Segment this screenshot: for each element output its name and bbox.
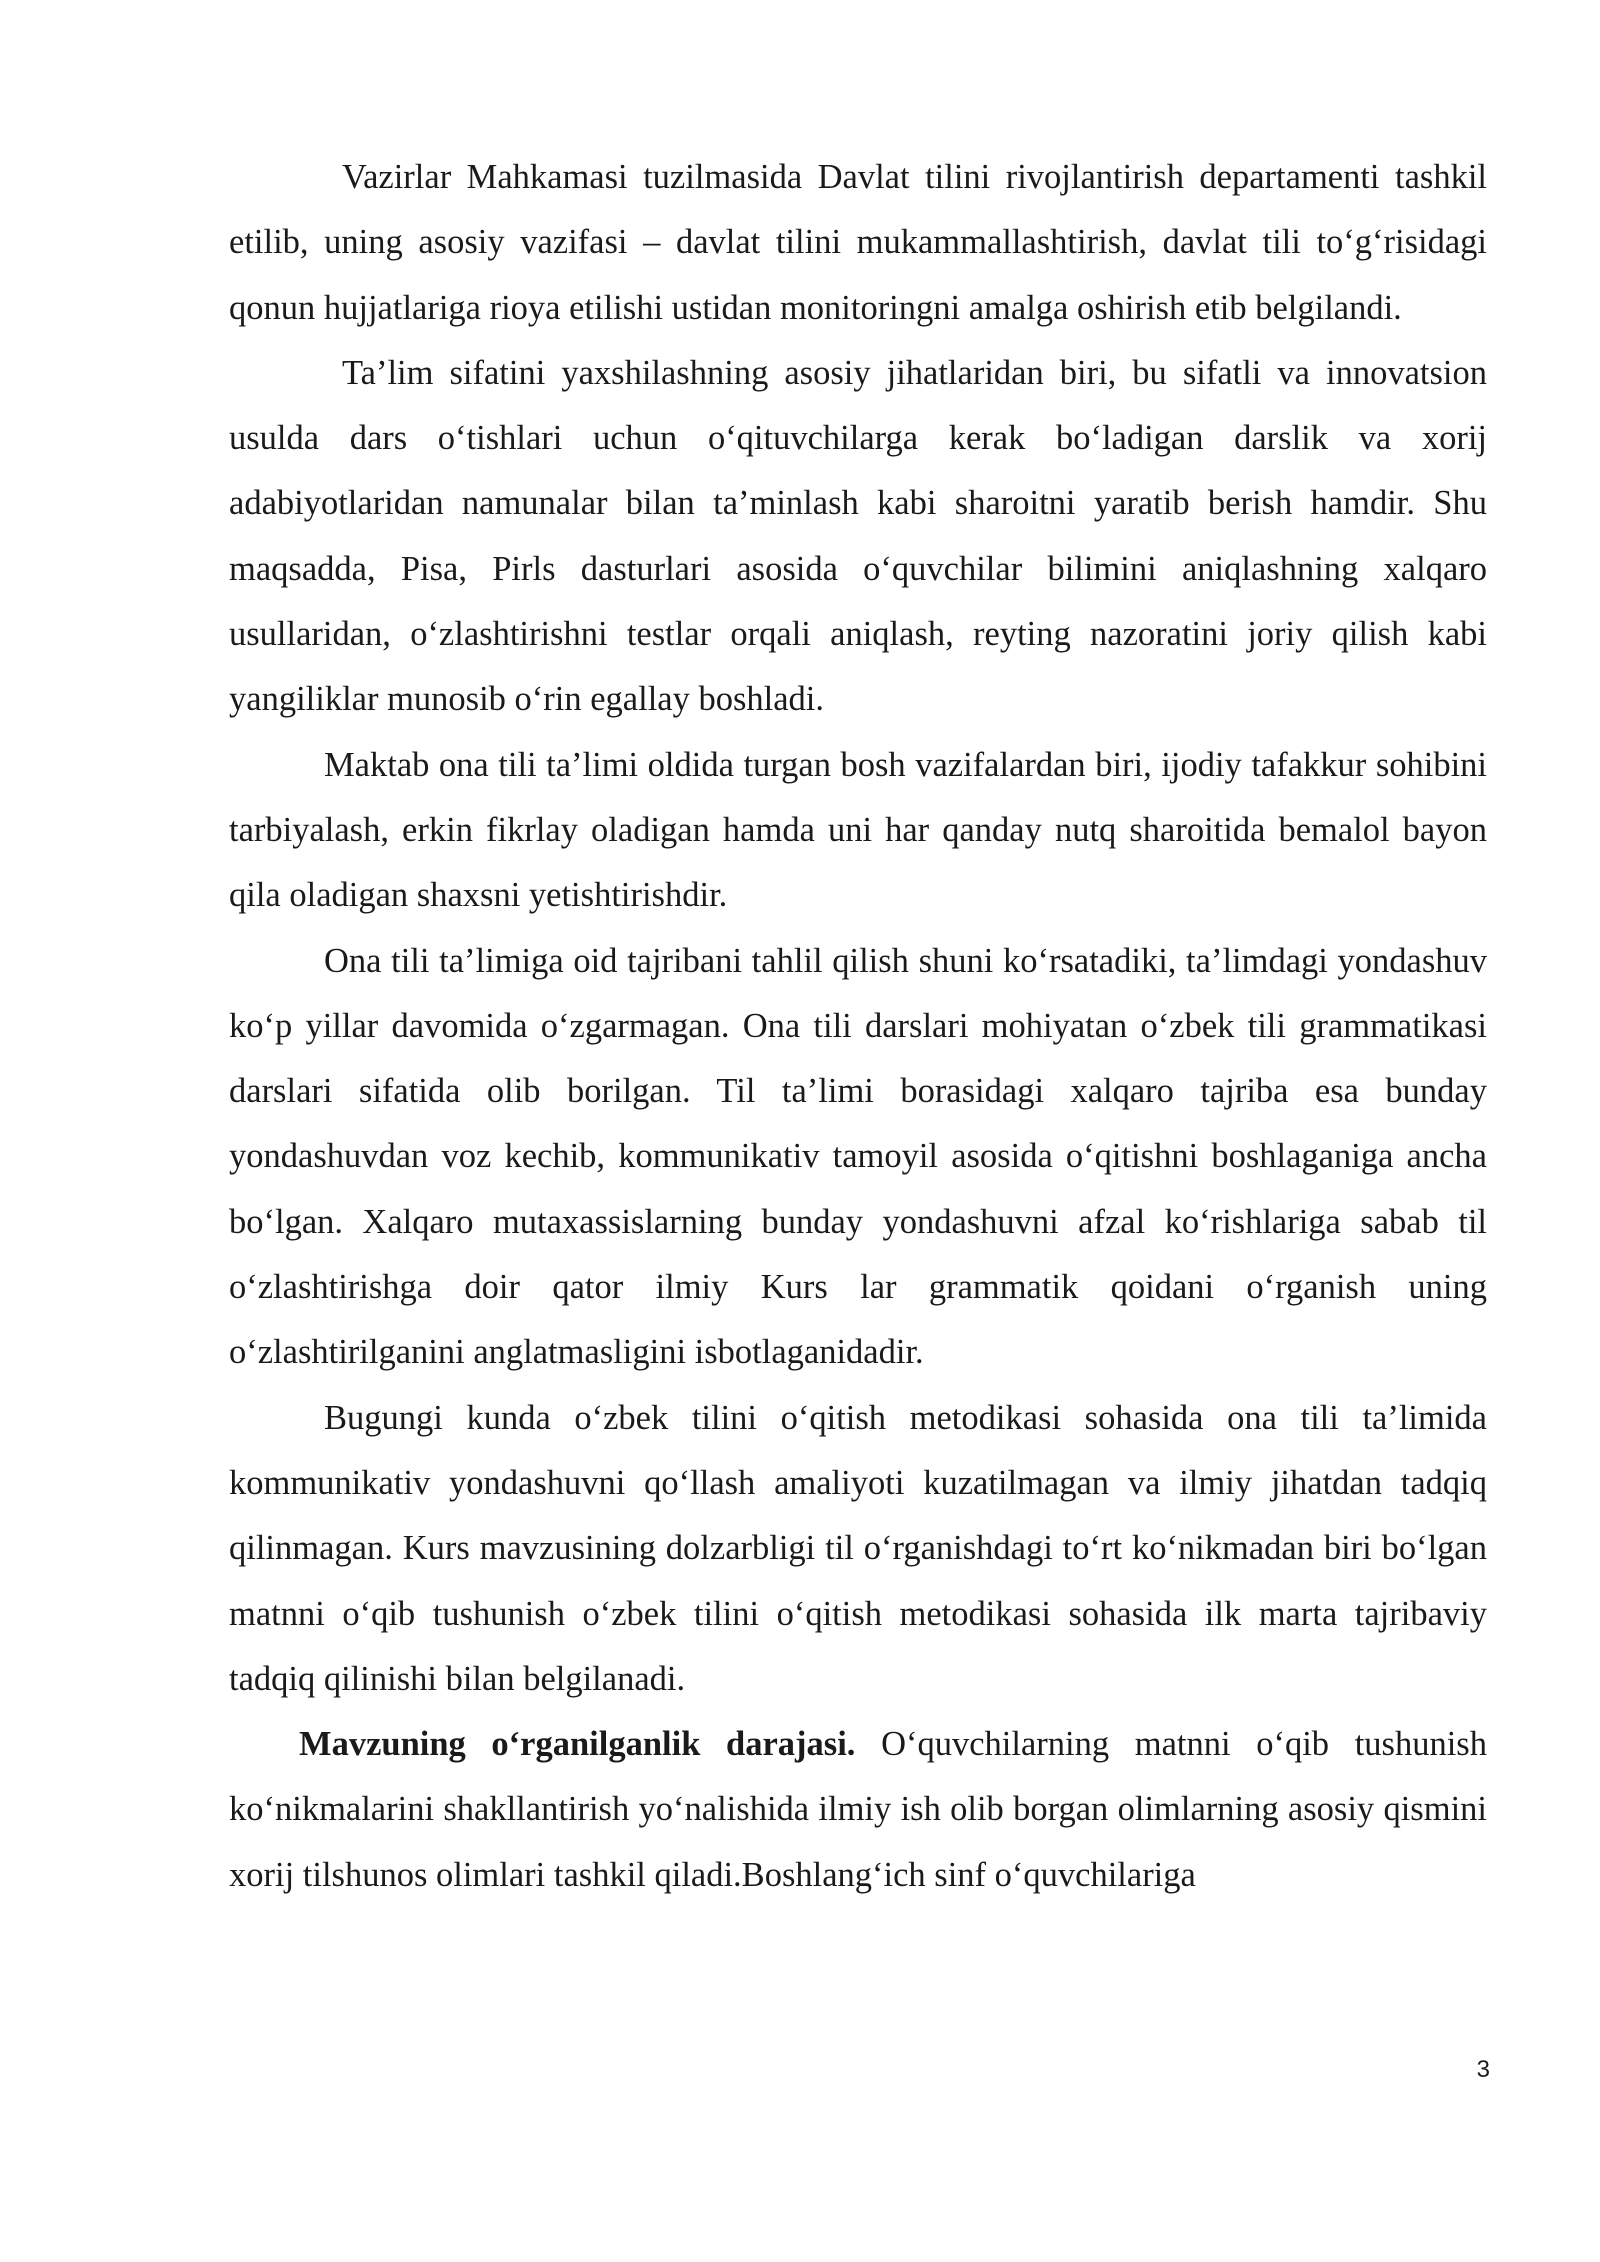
paragraph-6 [229,1712,1487,1908]
page-number: 3 [1476,2056,1490,2083]
paragraph-1: Vazirlar Mahkamasi tuzilmasida Davlat tilini rivojlantirish departamenti tashkil etilib, uning asosiy vazifasi – davlat tilini mukammallashtirish, davlat tili to‘g‘risidagi qonun hujjatlariga rioya etilishi ustidan monitoringni amalga oshirish etib belgilandi. [229,158,1487,327]
section-heading: Mavzuning o‘rganilganlik darajasi. [299,1725,856,1764]
body-text [229,145,1487,1908]
paragraph-5: Bugungi kunda o‘zbek tilini o‘qitish metodikasi sohasida ona tili ta’limida kommunikativ yondashuvni qo‘llash amaliyoti kuzatilmagan va ilmiy jihatdan tadqiq qilinmagan. Kurs mavzusining dolzarbligi til o‘rganishdagi to‘rt ko‘nikmadan biri bo‘lgan matnni o‘qib tushunish o‘zbek tilini o‘qitish metodikasi sohasida ilk marta tajribaviy tadqiq qilinishi bilan belgilanadi. [229,1398,1487,1698]
paragraph-6-text: O‘quvchilarning matnni o‘qib tushunish ko‘nikmalarini shakllantirish yo‘nalishida ilmiy ish olib borgan olimlarning asosiy qismini xorij tilshunos olimlari tashkil qiladi.Boshlang‘ich sinf o‘quvchilariga [229,1725,1487,1894]
paragraph-3: Maktab ona tili ta’limi oldida turgan bosh vazifalardan biri, ijodiy tafakkur sohibini tarbiyalash, erkin fikrlay oladigan hamda uni har qanday nutq sharoitida bemalol bayon qila oladigan shaxsni yetishtirishdir. [229,745,1487,915]
paragraph-2: Ta’lim sifatini yaxshilashning asosiy jihatlaridan biri, bu sifatli va innovatsion usulda dars o‘tishlari uchun o‘qituvchilarga kerak bo‘ladigan darslik va xorij adabiyotlaridan namunalar bilan ta’minlash kabi sharoitni yaratib berish hamdir. Shu maqsadda, Pisa, Pirls dasturlari asosida o‘quvchilar bilimini aniqlashning xalqaro usullaridan, o‘zlashtirishni testlar orqali aniqlash, reyting nazoratini joriy qilish kabi yangiliklar munosib o‘rin egallay boshladi. [229,353,1487,719]
paragraph-4: Ona tili ta’limiga oid tajribani tahlil qilish shuni ko‘rsatadiki, ta’limdagi yondashuv ko‘p yillar davomida o‘zgarmagan. Ona tili darslari mohiyatan o‘zbek tili grammatikasi darslari sifatida olib borilgan. Til ta’limi borasidagi xalqaro tajriba esa bunday yondashuvdan voz kechib, kommunikativ tamoyil asosida o‘qitishni boshlaganiga ancha bo‘lgan. Xalqaro mutaxassislarning bunday yondashuvni afzal ko‘rishlariga sabab til o‘zlashtirishga doir qator ilmiy Kurs lar grammatik qoidani o‘rganish uning o‘zlashtirilganini anglatmasligini isbotlaganidadir. [229,941,1487,1372]
